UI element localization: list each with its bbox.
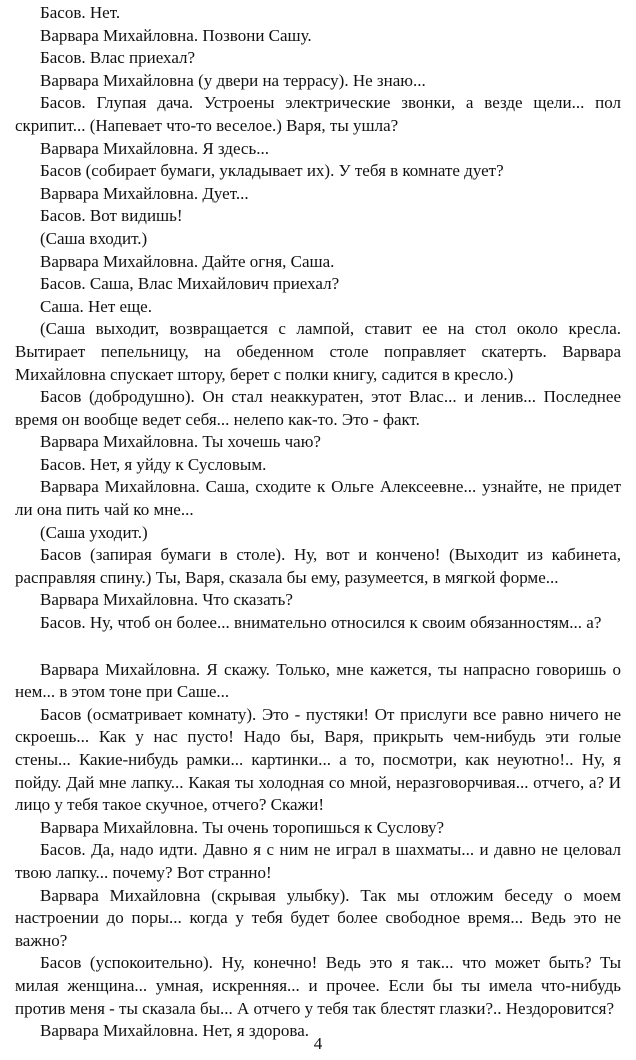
paragraph: Басов. Глупая дача. Устроены электрические звонки, а везде щели... пол скрипит... (Напевает что-то веселое.) Варя, ты ушла? xyxy=(15,93,621,135)
paragraph: Басов. Вот видишь! xyxy=(40,206,183,226)
paragraph: Басов (осматривает комнату). Это - пустяки! От прислуги все равно ничего не скроешь... Как у нас пусто! Надо бы, Варя, прикрыть чем-нибудь эти голые стены... Какие-нибудь рамки... картинки... а то, посмотри, как неуютно!.. Ну, я пойду. Дай мне лапку... Какая ты холодная со мной, неразговорчивая... отчего, а? И лицо у тебя такое скучное, отчего? Скажи! xyxy=(15,704,621,815)
stage-direction: (Саша входит.) xyxy=(40,228,148,248)
paragraph: Варвара Михайловна. Ты хочешь чаю? xyxy=(40,432,321,452)
paragraph: Варвара Михайловна (скрывая улыбку). Так мы отложим беседу о моем настроении до поры... когда у тебя будет более свободное время... Ведь это не важно? xyxy=(15,885,621,950)
paragraph: Басов. Да, надо идти. Давно я с ним не играл в шахматы... и давно не целовал твою лапку... почему? Вот странно! xyxy=(15,840,621,882)
paragraph: Басов. Саша, Влас Михайлович приехал? xyxy=(40,274,340,294)
paragraph: Варвара Михайловна. Нет, я здорова. xyxy=(40,1021,310,1041)
paragraph: Варвара Михайловна. Я здесь... xyxy=(40,138,269,158)
document-page xyxy=(15,2,621,1043)
paragraph: Варвара Михайловна. Дует... xyxy=(40,183,249,203)
paragraph: Басов. Нет, я уйду к Сусловым. xyxy=(40,454,267,474)
page-number: 4 xyxy=(313,1034,323,1053)
paragraph: Саша. Нет еще. xyxy=(40,296,152,316)
paragraph: Басов. Нет. xyxy=(40,3,121,22)
paragraph: Варвара Михайловна. Ты очень торопишься к Суслову? xyxy=(40,817,445,837)
paragraph: Басов. Влас приехал? xyxy=(40,48,196,68)
paragraph: Басов (успокоительно). Ну, конечно! Ведь это я так... что может быть? Ты милая женщина... умная, искренняя... и прочее. Если бы ты имела что-нибудь против меня - ты сказала бы... А отчего у тебя так блестят глазки?.. Нездоровится? xyxy=(15,953,621,1018)
paragraph: Басов (запирая бумаги в столе). Ну, вот и кончено! (Выходит из кабинета, расправляя спину.) Ты, Варя, сказала бы ему, разумеется, в мягкой форме... xyxy=(15,545,621,587)
section-gap xyxy=(15,635,621,659)
paragraph: Варвара Михайловна. Дайте огня, Саша. xyxy=(40,251,335,271)
stage-direction: (Саша уходит.) xyxy=(40,522,148,542)
paragraph: Варвара Михайловна. Позвони Сашу. xyxy=(40,25,312,45)
paragraph: Варвара Михайловна. Я скажу. Только, мне кажется, ты напрасно говоришь о нем... в этом тоне при Саше... xyxy=(15,659,621,702)
paragraph: Басов. Ну, чтоб он более... внимательно относился к своим обязанностям... а? xyxy=(40,613,602,633)
stage-direction: (Саша выходит, возвращается с лампой, ставит ее на стол около кресла. Вытирает пепельницу, на обеденном столе поправляет скатерть. Варвара Михайловна спускает штору, берет с полки книгу, садится в кресло.) xyxy=(15,319,621,384)
paragraph: Варвара Михайловна (у двери на террасу). Не знаю... xyxy=(40,70,426,90)
paragraph: Варвара Михайловна. Что сказать? xyxy=(40,590,293,610)
paragraph: Басов (добродушно). Он стал неаккуратен, этот Влас... и ленив... Последнее время он вообще ведет себя... нелепо как-то. Это - факт. xyxy=(15,387,621,429)
paragraph: Варвара Михайловна. Саша, сходите к Ольге Алексеевне... узнайте, не придет ли она пить чай ко мне... xyxy=(15,477,621,520)
paragraph: Басов (собирает бумаги, укладывает их). У тебя в комнате дует? xyxy=(40,161,504,181)
